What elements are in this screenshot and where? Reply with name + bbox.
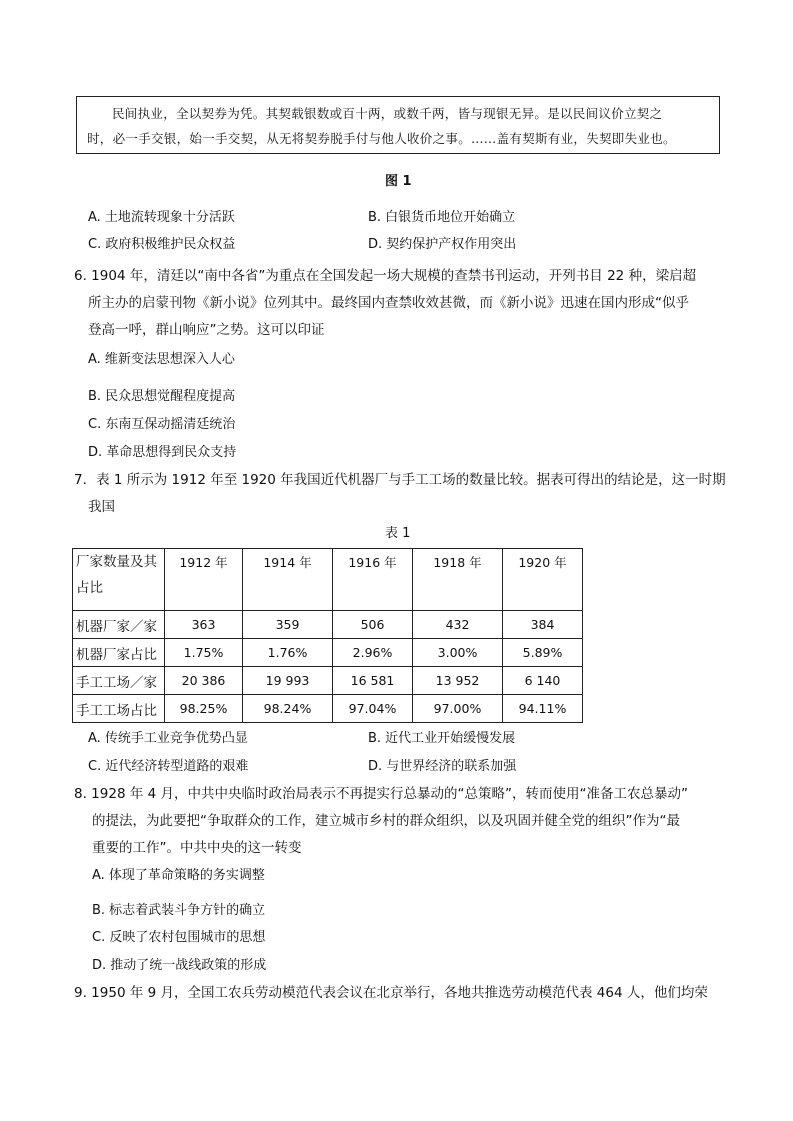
q6-option-a: A. 维新变法思想深入人心: [88, 352, 235, 367]
table-cell: 13 952: [413, 667, 503, 695]
q6-option-d: D. 革命思想得到民众支持: [88, 445, 237, 460]
q5-option-d: D. 契约保护产权作用突出: [368, 237, 517, 252]
q8-stem-line-1: 8. 1928 年 4 月，中共中央临时政治局表示不再提实行总暴动的“总策略”，转而使用“准备工农总暴动”: [74, 786, 688, 802]
table-cell: 98.25%: [165, 695, 243, 723]
q7-option-a: A. 传统手工业竞争优势凸显: [88, 731, 248, 746]
table-cell: 97.04%: [333, 695, 413, 723]
table-cell: 1.75%: [165, 639, 243, 667]
table-cell: 97.00%: [413, 695, 503, 723]
q8-option-c: C. 反映了农村包围城市的思想: [92, 930, 266, 945]
q6-option-c: C. 东南互保动摇清廷统治: [88, 417, 236, 432]
table-cell: 384: [503, 611, 583, 639]
table-cell: 359: [243, 611, 333, 639]
table-cell: 3.00%: [413, 639, 503, 667]
q6-option-b: B. 民众思想觉醒程度提高: [88, 389, 236, 404]
q7-option-d: D. 与世界经济的联系加强: [368, 759, 517, 774]
q7-stem-line-2: 我国: [88, 499, 115, 515]
table-cell: 94.11%: [503, 695, 583, 723]
table-row: [73, 611, 583, 639]
q6-stem-line-1: 6. 1904 年，清廷以“南中各省”为重点在全国发起一场大规模的查禁书刊运动，开列书目 22 种，梁启超: [74, 268, 697, 284]
header-year-1916: 1916 年: [333, 549, 413, 611]
factory-comparison-table: [72, 548, 583, 723]
table-cell: 19 993: [243, 667, 333, 695]
table-cell: 506: [333, 611, 413, 639]
figure1-line-1: 民间执业，全以契券为凭。其契载银数或百十两，或数千两，皆与现银无异。是以民间议价立契之: [112, 106, 663, 121]
row-label: 手工工场／家: [73, 667, 165, 695]
table-cell: 20 386: [165, 667, 243, 695]
q5-option-b: B. 白银货币地位开始确立: [368, 210, 516, 225]
q7-option-b: B. 近代工业开始缓慢发展: [368, 731, 516, 746]
q8-stem-line-2: 的提法，为此要把“争取群众的工作，建立城市乡村的群众组织，以及巩固并健全党的组织”作为“最: [92, 813, 680, 829]
header-label-line-1: 厂家数量及其: [76, 554, 157, 570]
table-cell: 432: [413, 611, 503, 639]
table-cell: 6 140: [503, 667, 583, 695]
row-label: 机器厂家／家: [73, 611, 165, 639]
q8-option-d: D. 推动了统一战线政策的形成: [92, 958, 267, 973]
row-label: 机器厂家占比: [73, 639, 165, 667]
q9-stem-line-1: 9. 1950 年 9 月，全国工农兵劳动模范代表会议在北京举行，各地共推选劳动模范代表 464 人，他们均荣: [74, 985, 708, 1001]
figure1-line-2: 时，必一手交银，始一手交契，从无将契券脱手付与他人收价之事。……盖有契斯有业，失契即失业也。: [87, 131, 676, 146]
table-header-label: [73, 549, 165, 611]
q6-stem-line-2: 所主办的启蒙刊物《新小说》位列其中。最终国内查禁收效甚微，而《新小说》迅速在国内形成“似乎: [88, 295, 689, 311]
table-cell: 98.24%: [243, 695, 333, 723]
table-header-row: [73, 549, 583, 611]
table-cell: 16 581: [333, 667, 413, 695]
table-cell: 1.76%: [243, 639, 333, 667]
table-cell: 5.89%: [503, 639, 583, 667]
q5-option-a: A. 土地流转现象十分活跃: [88, 210, 235, 225]
table-cell: 363: [165, 611, 243, 639]
table-cell: 2.96%: [333, 639, 413, 667]
row-label: 手工工场占比: [73, 695, 165, 723]
figure1-quote-box: [76, 96, 720, 154]
header-year-1918: 1918 年: [413, 549, 503, 611]
table-row: [73, 667, 583, 695]
q8-option-a: A. 体现了革命策略的务实调整: [92, 868, 265, 883]
table-row: [73, 639, 583, 667]
q7-stem-line-1: 7．表 1 所示为 1912 年至 1920 年我国近代机器厂与手工工场的数量比较。据表可得出的结论是，这一时期: [74, 472, 726, 488]
figure1-caption: 图 1: [385, 174, 412, 189]
table-row: [73, 695, 583, 723]
table1-caption: 表 1: [385, 526, 411, 541]
q7-option-c: C. 近代经济转型道路的艰难: [88, 759, 249, 774]
q5-option-c: C. 政府积极维护民众权益: [88, 237, 236, 252]
header-year-1920: 1920 年: [503, 549, 583, 611]
q8-stem-line-3: 重要的工作”。中共中央的这一转变: [92, 840, 302, 856]
q6-stem-line-3: 登高一呼，群山响应”之势。这可以印证: [88, 322, 325, 338]
header-label-line-2: 占比: [76, 580, 103, 596]
q8-option-b: B. 标志着武装斗争方针的确立: [92, 903, 266, 918]
header-year-1912: 1912 年: [165, 549, 243, 611]
header-year-1914: 1914 年: [243, 549, 333, 611]
